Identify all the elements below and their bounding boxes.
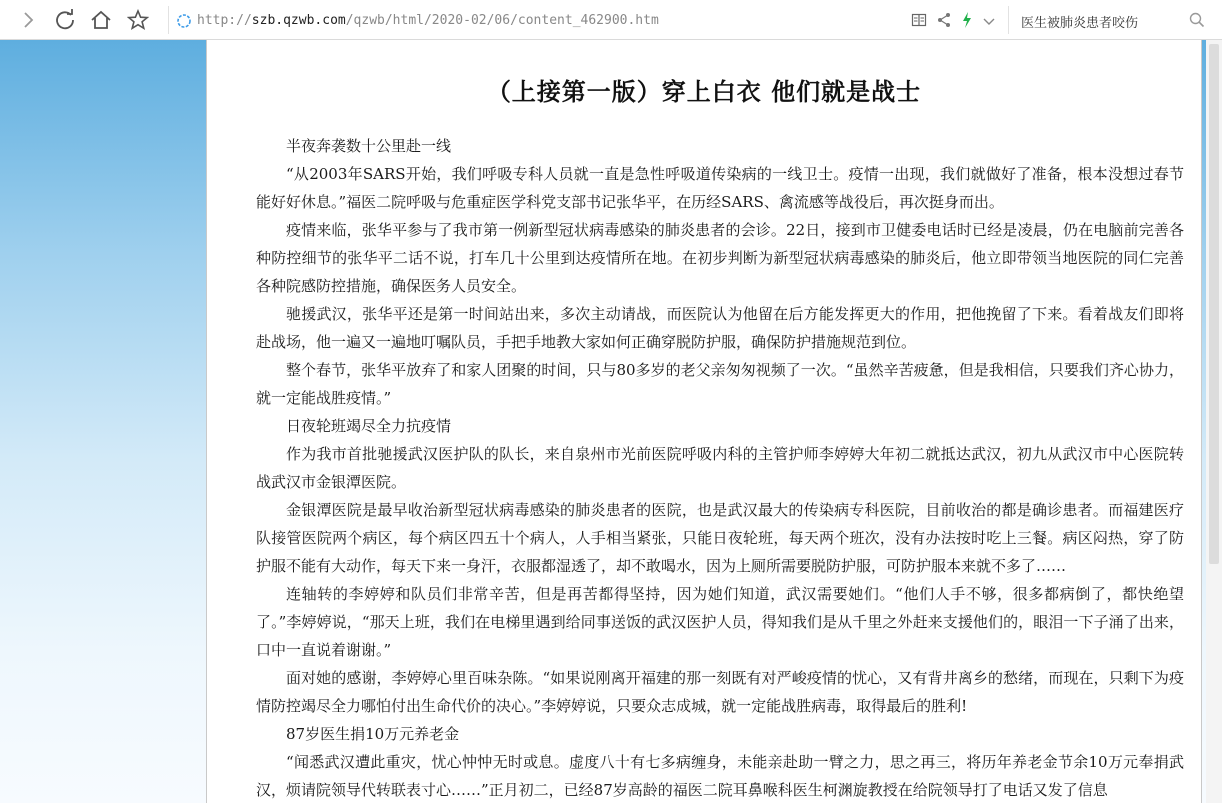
address-bar[interactable] bbox=[168, 6, 1004, 34]
url-prefix: http:// bbox=[197, 13, 252, 28]
bookmark-star-icon[interactable] bbox=[126, 8, 150, 32]
reader-mode-icon[interactable] bbox=[911, 12, 927, 32]
lightning-icon[interactable] bbox=[961, 11, 973, 33]
search-input[interactable]: 医生被肺炎患者咬伤 bbox=[1021, 16, 1139, 31]
site-globe-icon bbox=[177, 13, 191, 27]
article-paragraph: “从2003年SARS开始，我们呼吸专科人员就一直是急性呼吸道传染病的一线卫士。疫情一出现，我们就做好了准备，根本没想过春节能好好休息。”福医二院呼吸与危重症医学科党支部书记张华平，在历经SARS、禽流感等战役后，再次挺身而出。 bbox=[256, 165, 1184, 211]
scrollbar-thumb[interactable] bbox=[1209, 44, 1219, 564]
section-heading: 日夜轮班竭尽全力抗疫情 bbox=[286, 417, 452, 435]
article-paragraph: 疫情来临，张华平参与了我市第一例新型冠状病毒感染的肺炎患者的会诊。22日，接到市卫健委电话时已经是凌晨，仍在电脑前完善各种防控细节的张华平二话不说，打车几十公里到达疫情所在地。在初步判断为新型冠状病毒感染的肺炎后，他立即带领当地医院的同仁完善各种院感防控措施，确保医务人员安全。 bbox=[256, 221, 1184, 295]
article-body bbox=[256, 132, 1184, 804]
url-domain: szb.qzwb.com bbox=[251, 13, 346, 28]
section-heading: 半夜奔袭数十公里赴一线 bbox=[286, 137, 452, 155]
url-text[interactable] bbox=[197, 13, 659, 28]
search-icon[interactable] bbox=[1189, 12, 1205, 32]
article-headline: （上接第一版）穿上白衣 他们就是战士 bbox=[486, 77, 922, 106]
article-paragraph: 连轴转的李婷婷和队员们非常辛苦，但是再苦都得坚持，因为她们知道，武汉需要她们。“他们人手不够，很多都病倒了，都快绝望了。”李婷婷说，“那天上班，我们在电梯里遇到给同事送饭的武汉医护人员，得知我们是从千里之外赶来支援他们的，眼泪一下子涌了出来，口中一直说着谢谢。” bbox=[256, 585, 1184, 659]
browser-toolbar bbox=[0, 0, 1222, 40]
article-paragraph: 面对她的感谢，李婷婷心里百味杂陈。“如果说刚离开福建的那一刻既有对严峻疫情的忧心，又有背井离乡的愁绪，而现在，只剩下为疫情防控竭尽全力哪怕付出生命代价的决心。”李婷婷说，只要众志成城，就一定能战胜病毒，取得最后的胜利! bbox=[256, 669, 1184, 715]
forward-icon[interactable] bbox=[16, 8, 40, 32]
article-paragraph: 整个春节，张华平放弃了和家人团聚的时间，只与80多岁的老父亲匆匆视频了一次。“虽然辛苦疲惫，但是我相信，只要我们齐心协力，就一定能战胜疫情。” bbox=[256, 361, 1184, 407]
refresh-icon[interactable] bbox=[53, 8, 77, 32]
article-paragraph: 驰援武汉，张华平还是第一时间站出来，多次主动请战，而医院认为他留在后方能发挥更大的作用，把他挽留了下来。看着战友们即将赴战场，他一遍又一遍地叮嘱队员，手把手地教大家如何正确穿脱防护服，确保防护措施规范到位。 bbox=[256, 305, 1184, 351]
share-icon[interactable] bbox=[937, 12, 951, 32]
article-paragraph: 金银潭医院是最早收治新型冠状病毒感染的肺炎患者的医院，也是武汉最大的传染病专科医院，目前收治的都是确诊患者。而福建医疗队接管医院两个病区，每个病区四五十个病人，人手相当紧张，只能日夜轮班，每天两个班次，没有办法按时吃上三餐。病区闷热，穿了防护服不能有大动作，每天下来一身汗，衣服都湿透了，却不敢喝水，因为上厕所需要脱防护服，可防护服本来就不多了…… bbox=[256, 501, 1184, 575]
section-heading: 87岁医生捐10万元养老金 bbox=[286, 725, 460, 743]
search-box[interactable] bbox=[1008, 6, 1222, 34]
url-path: /qzwb/html/2020-02/06/content_462900.htm bbox=[345, 13, 659, 28]
article-paragraph: “闻悉武汉遭此重灾，忧心忡忡无时或息。虚度八十有七多病缠身，未能亲赴助一臂之力，思之再三，将历年养老金节余10万元奉捐武汉，烦请院领导代转联表寸心……”正月初二，已经87岁高龄的福医二院耳鼻喉科医生柯渊旋教授在给院领导打了电话又发了信息 bbox=[256, 753, 1184, 799]
chevron-down-icon[interactable] bbox=[983, 13, 995, 32]
home-icon[interactable] bbox=[89, 8, 113, 32]
article-paragraph: 作为我市首批驰援武汉医护队的队长，来自泉州市光前医院呼吸内科的主管护师李婷婷大年初二就抵达武汉，初九从武汉市中心医院转战武汉市金银潭医院。 bbox=[256, 445, 1184, 491]
